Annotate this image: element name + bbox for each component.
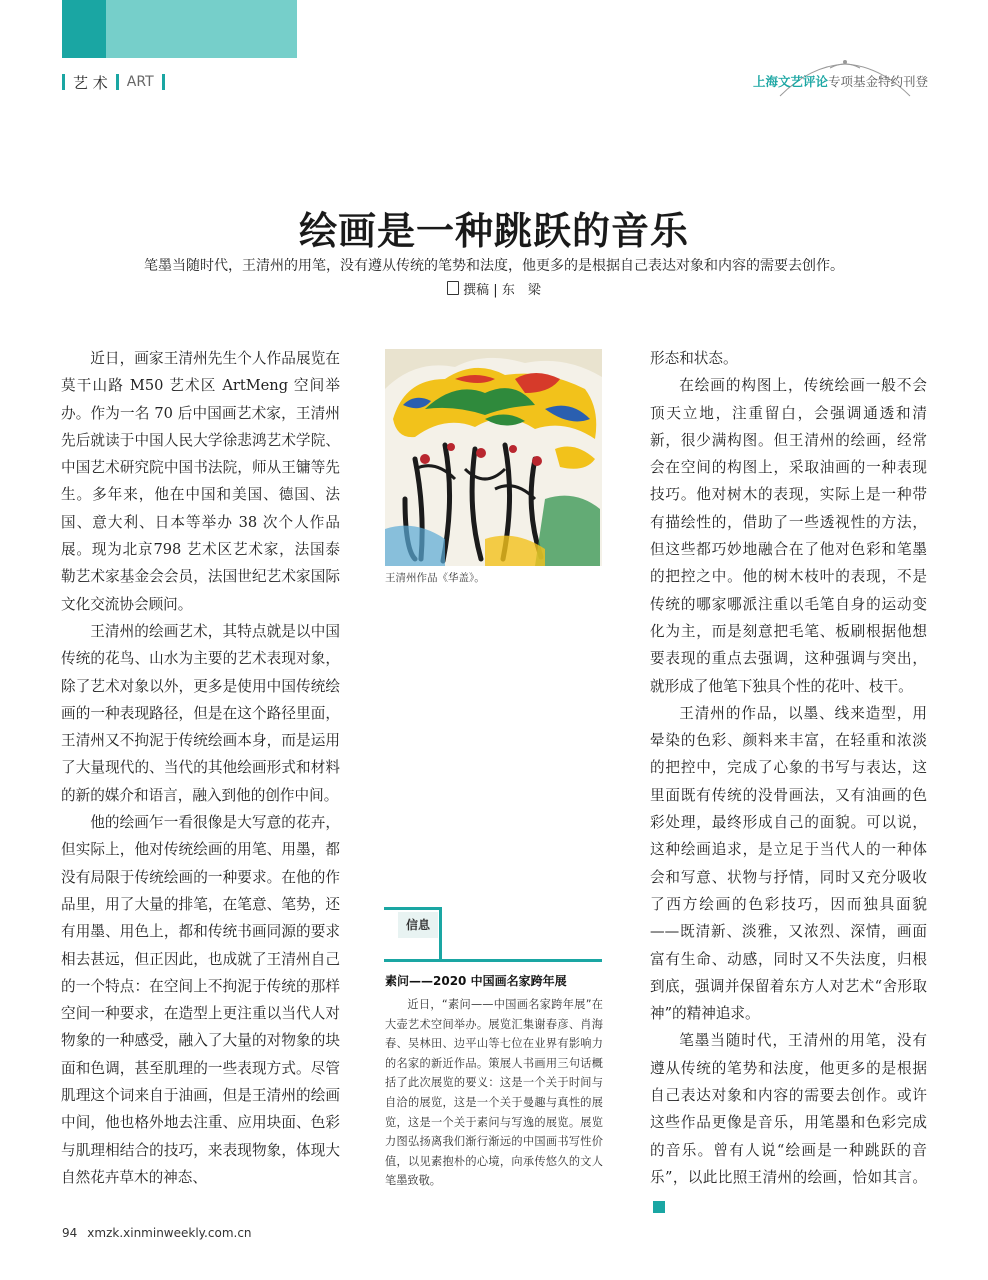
- sponsor-brand: 上海文艺评论: [752, 74, 828, 89]
- info-box-body: 近日，“素问——中国画名家跨年展”在大壶艺术空间举办。展览汇集谢春彦、肖海春、吴林田、边平山等七位在业界有影响力的名家的新近作品。策展人书画用三句话概括了此次展览的要义：这是一个关于时间与自洽的展览，这是一个关于曼趣与真性的展览，这是一个关于素问与写逸的展览。展览力图弘扬离我们渐行渐远的中国画书写性价值，以见素抱朴的心境，向承传悠久的文人笔墨致敬。: [385, 998, 603, 1188]
- article-column-left: [61, 345, 340, 1191]
- header-color-block-dark: [62, 0, 106, 58]
- artwork-image: [385, 349, 602, 566]
- article-title: 绘画是一种跳跃的音乐: [298, 208, 689, 253]
- paragraph: 王清州的绘画艺术，其特点就是以中国传统的花鸟、山水为主要的艺术表现对象，除了艺术对象以外，更多是使用中国传统绘画的一种表现路径，但是在这个路径里面，王清州又不拘泥于传统绘画本身，而是运用了大量现代的、当代的其他绘画形式和材料的新的媒介和语言，融入到他的创作中间。: [61, 622, 340, 804]
- article-column-right: [650, 345, 927, 1219]
- artwork-caption: 王清州作品《华盖》。: [385, 572, 485, 584]
- paragraph-text: 笔墨当随时代，王清州的用笔，没有遵从传统的笔势和法度，他更多的是根据自己表达对象和内容的需要去创作。或许这些作品更像是音乐，用笔墨和色彩完成的音乐。曾有人说“绘画是一种跳跃的音乐”，以此比照王清州的绘画，恰如其言。: [650, 1032, 927, 1186]
- section-name-en: ART: [126, 74, 154, 90]
- paragraph: 近日，画家王清州先生个人作品展览在莫干山路 M50 艺术区 ArtMeng 空间举办。作为一名 70 后中国画艺术家，王清州先后就读于中国人民大学徐悲鸿艺术学院、中国艺术研究院中国书法院，师从王镛等先生。多年来，他在中国和美国、德国、法国、意大利、日本等举办 38 次个人作品展。现为北京798 艺术区艺术家，法国泰勒艺术家基金会会员，法国世纪艺术家国际文化交流协会顾问。: [61, 350, 340, 613]
- footer-url: xmzk.xinminweekly.com.cn: [87, 1226, 252, 1240]
- paragraph-final: [650, 1027, 927, 1218]
- pen-icon: [447, 281, 459, 295]
- section-divider: [116, 74, 119, 90]
- paragraph-continuation: 形态和状态。: [650, 350, 738, 367]
- paragraph: 王清州的作品，以墨、线来造型，用晕染的色彩、颜料来丰富，在轻重和浓淡的把控中，完成了心象的书写与表达，这里面既有传统的没骨画法，又有油画的色彩处理，最终形成自己的面貌。可以说，这种绘画追求，是立足于当代人的一种体会和写意、状物与抒情，同时又充分吸收了西方绘画的色彩技巧，因而独具面貌——既清新、淡雅，又浓烈、深情，画面富有生命、动感，同时又不失法度，归根到底，强调并保留着东方人对艺术“舍形取神”的精神追求。: [650, 704, 927, 1023]
- byline-text: 撰稿 | 东 梁: [463, 283, 541, 298]
- section-divider: [162, 74, 165, 90]
- info-box-tab: 信息: [398, 912, 438, 938]
- paragraph: 在绘画的构图上，传统绘画一般不会顶天立地，注重留白，会强调通透和清新，很少满构图。但王清州的绘画，经常会在空间的构图上，采取油画的一种表现技巧。他对树木的表现，实际上是一种带有描绘性的，借助了一些透视性的方法，但这些都巧妙地融合在了他对色彩和笔墨的把控之中。他的树木枝叶的表现，不是传统的哪家哪派注重以毛笔自身的运动变化为主，而是刻意把毛笔、板刷根据他想要表现的重点去强调，这种强调与突出，就形成了他笔下独具个性的花叶、枝干。: [650, 377, 927, 695]
- paragraph: 他的绘画乍一看很像是大写意的花卉，但实际上，他对传统绘画的用笔、用墨，都没有局限于传统绘画的一种要求。在他的作品里，用了大量的排笔，在笔意、笔势，还有用墨、用色上，都和传统书画同源的要求相去甚远，但正因此，也成就了王清州自己的一个特点：在空间上不拘泥于传统的那样空间一种要求，在造型上更注重以当代人对物象的一种感受，融入了大量的对物象的块面和色调，甚至肌理的一些表现方式。尽管肌理这个词来自于油画，但是王清州的绘画中间，他也格外地去注重、应用块面、色彩与肌理相结合的技巧，来表现物象，体现大自然花卉草木的神态、: [61, 814, 340, 1186]
- article-subtitle: 笔墨当随时代，王清州的用笔，没有遵从传统的笔势和法度，他更多的是根据自己表达对象和内容的需要去创作。: [144, 258, 844, 274]
- page-footer: [62, 1226, 252, 1240]
- section-divider: [62, 74, 65, 90]
- end-mark-icon: R: [653, 1201, 665, 1213]
- section-label: [62, 71, 173, 93]
- header-color-block-light: [106, 0, 297, 58]
- article-byline: [0, 279, 988, 298]
- page-number: 94: [62, 1226, 78, 1240]
- info-box-rule: [442, 959, 602, 962]
- section-name-cn: 艺 术: [73, 73, 108, 92]
- info-box-title: 素问——2020 中国画名家跨年展: [385, 974, 567, 988]
- sponsor-line: [753, 72, 928, 90]
- sponsor-text: 专项基金特约刊登: [827, 74, 928, 89]
